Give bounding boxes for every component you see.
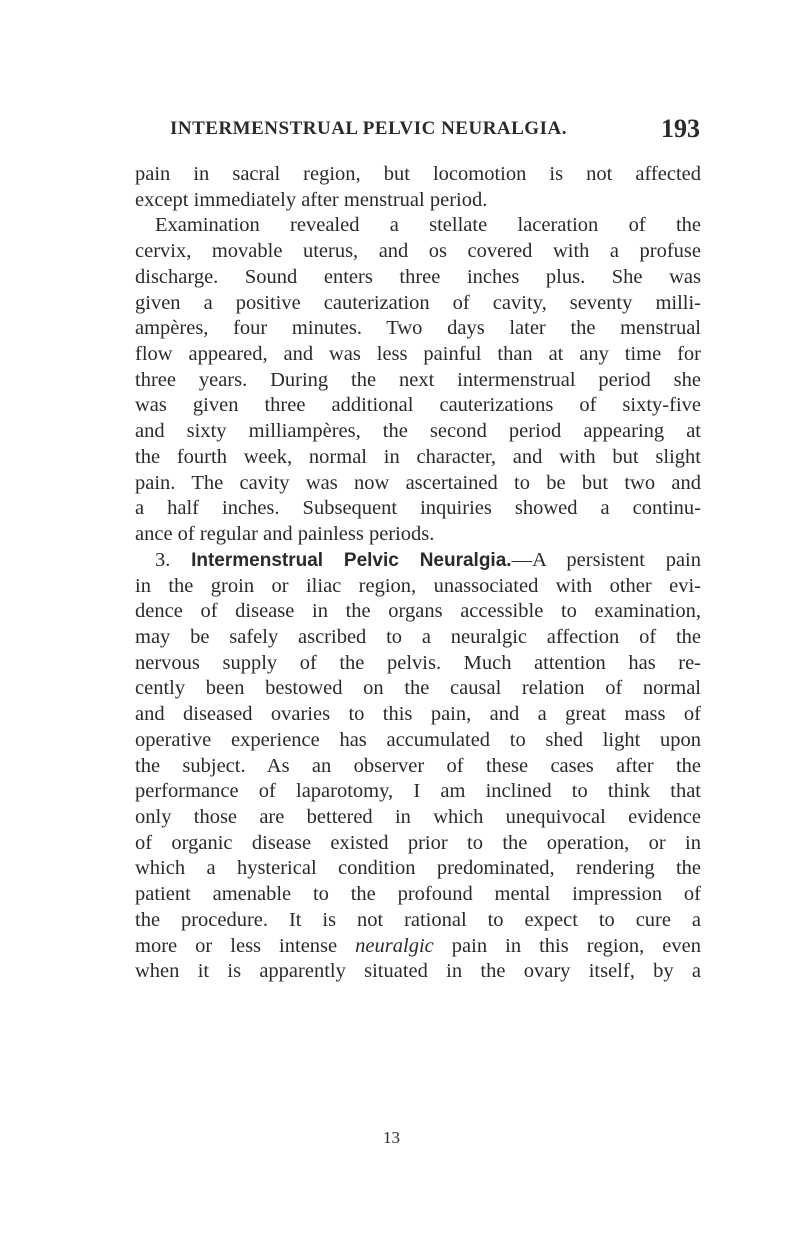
text-line: nervous supply of the pelvis. Much attention has re- bbox=[135, 651, 701, 674]
text-line: a half inches. Subsequent inquiries showed a continu- bbox=[135, 497, 701, 520]
section-heading-rest: —A persistent pain bbox=[511, 548, 701, 571]
section-number: 3. bbox=[155, 548, 171, 571]
body-text bbox=[135, 162, 701, 985]
section-heading-line bbox=[135, 548, 701, 574]
text-segment: more or less intense bbox=[135, 934, 356, 957]
text-line: was given three additional cauterizations of sixty-five bbox=[135, 394, 701, 417]
text-line: performance of laparotomy, I am inclined to think that bbox=[135, 780, 701, 803]
text-line: except immediately after menstrual period. bbox=[135, 188, 488, 211]
text-line: operative experience has accumulated to shed light upon bbox=[135, 728, 701, 751]
text-line: and sixty milliampères, the second period appearing at bbox=[135, 420, 701, 443]
text-line: when it is apparently situated in the ovary itself, by a bbox=[135, 960, 701, 983]
running-title: INTERMENSTRUAL PELVIC NEURALGIA. bbox=[170, 118, 567, 139]
text-line: Examination revealed a stellate laceration of the bbox=[155, 214, 701, 237]
text-line: in the groin or iliac region, unassociated with other evi- bbox=[135, 574, 701, 597]
text-line: pain in sacral region, but locomotion is not affected bbox=[135, 163, 701, 185]
text-line: of organic disease existed prior to the operation, or in bbox=[135, 831, 701, 854]
text-line: pain. The cavity was now ascertained to be but two and bbox=[135, 471, 701, 494]
section-heading: Intermenstrual Pelvic Neuralgia. bbox=[191, 549, 512, 571]
text-line: which a hysterical condition predominated, rendering the bbox=[135, 857, 701, 880]
text-line: flow appeared, and was less painful than at any time for bbox=[135, 343, 701, 366]
text-line: only those are bettered in which unequivocal evidence bbox=[135, 805, 701, 828]
running-head bbox=[140, 114, 700, 150]
text-line: ampères, four minutes. Two days later the menstrual bbox=[135, 317, 701, 340]
text-line: may be safely ascribed to a neuralgic affection of the bbox=[135, 625, 701, 648]
text-line: given a positive cauterization of cavity, seventy milli- bbox=[135, 291, 701, 314]
text-line-with-italic bbox=[135, 934, 701, 960]
text-line: three years. During the next intermenstrual period she bbox=[135, 368, 701, 391]
text-line: cently been bestowed on the causal relation of normal bbox=[135, 677, 701, 700]
italic-word: neuralgic bbox=[355, 934, 434, 957]
text-line: cervix, movable uterus, and os covered with a profuse bbox=[135, 240, 701, 263]
text-line: discharge. Sound enters three inches plus. She was bbox=[135, 265, 701, 288]
signature-mark: 13 bbox=[383, 1128, 400, 1147]
text-line: the procedure. It is not rational to expect to cure a bbox=[135, 908, 701, 931]
text-line: the subject. As an observer of these cases after the bbox=[135, 754, 701, 777]
text-line: dence of disease in the organs accessible to examination, bbox=[135, 600, 701, 623]
text-line: the fourth week, normal in character, and with but slight bbox=[135, 445, 701, 468]
text-line: ance of regular and painless periods. bbox=[135, 523, 435, 546]
text-line: and diseased ovaries to this pain, and a great mass of bbox=[135, 703, 701, 726]
text-segment: pain in this region, even bbox=[433, 934, 701, 957]
text-line: patient amenable to the profound mental impression of bbox=[135, 883, 701, 906]
page-number: 193 bbox=[661, 114, 700, 143]
